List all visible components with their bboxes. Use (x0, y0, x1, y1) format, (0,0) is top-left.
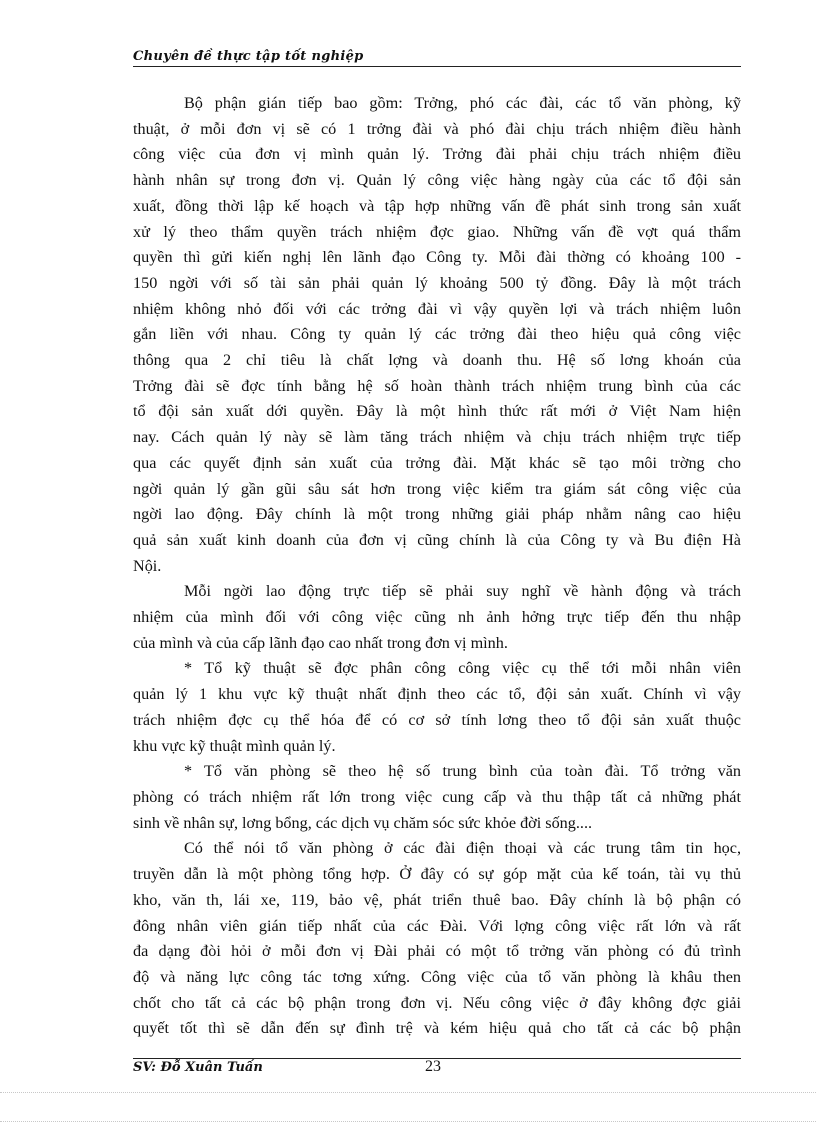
text-line: khu vực kỹ thuật mình quản lý. (133, 736, 336, 755)
text-line: * Tổ văn phòng sẽ theo hệ số trung bình của toàn đài. Tổ trởng văn (184, 762, 741, 781)
text-line: tổ đội sản xuất dới quyền. Đây là một hình thức rất mới ở Việt Nam hiện (133, 402, 741, 421)
text-line: quản lý 1 khu vực kỹ thuật nhất định theo các tổ, đội sản xuất. Chính vì vậy (133, 685, 741, 704)
text-line: trách nhiệm đợc cụ thể hóa để có cơ sở tính lơng theo tổ đội sản xuất thuộc (133, 710, 741, 729)
text-line: truyền dẫn là một phòng tổng hợp. Ở đây có sự góp mặt của kế toán, tài vụ thủ (133, 865, 741, 884)
text-line: quyết tốt thì sẽ dẫn đến sự đình trệ và kém hiệu quả cho tất cả các bộ phận (133, 1019, 741, 1038)
text-line: quả sản xuất kinh doanh của đơn vị cũng chính là của Công ty và Bu điện Hà (133, 530, 741, 549)
text-line: Mỗi ngời lao động trực tiếp sẽ phải suy nghĩ về hành động và trách (184, 582, 741, 601)
text-line: Nội. (133, 556, 162, 575)
text-line: thuật, ở mỗi đơn vị sẽ có 1 trởng đài và phó đài chịu trách nhiệm điều hành (133, 119, 741, 138)
text-line: công việc của đơn vị mình quản lý. Trởng đài phải chịu trách nhiệm điều (133, 145, 741, 164)
text-line: ngời lao động. Đây chính là một trong những giải pháp nhằm nâng cao hiệu (133, 505, 741, 524)
text-line: đa dạng đòi hỏi ở mỗi đơn vị Đài phải có một tổ trởng văn phòng có đủ trình (133, 942, 741, 961)
text-line: chốt cho tất cả các bộ phận trong đơn vị. Nếu công việc ở đây không đợc giải (133, 993, 741, 1012)
page-number: 23 (425, 1058, 441, 1075)
text-line: Trởng đài sẽ đợc tính bằng hệ số hoàn thành trách nhiệm trung bình của các (133, 376, 741, 395)
text-line: thông qua 2 chỉ tiêu là chất lợng và doanh thu. Hệ số lơng khoán của (133, 351, 741, 370)
text-line: qua các quyết định sản xuất của trởng đài. Mặt khác sẽ tạo môi trờng cho (133, 453, 741, 472)
body-text (133, 91, 741, 1042)
text-line: nhiệm không nhỏ đối với các trởng đài vì vậy quyền lợi và trách nhiệm luôn (133, 299, 741, 318)
text-line: kho, văn th, lái xe, 119, bảo vệ, phát triển thuê bao. Đây chính là bộ phận có (133, 890, 741, 909)
text-line: nhiệm của mình đối với công việc cũng nh ảnh hởng trực tiếp đến thu nhập (133, 608, 741, 627)
text-line: phòng có trách nhiệm rất lớn trong việc cung cấp và thu thập tất cả những phát (133, 787, 741, 806)
text-line: Bộ phận gián tiếp bao gồm: Trởng, phó các đài, các tổ văn phòng, kỹ (184, 94, 741, 112)
text-line: Có thể nói tổ văn phòng ở các đài điện thoại và các trung tâm tin học, (184, 839, 741, 858)
footer-author: SV: Đỗ Xuân Tuấn (133, 1060, 263, 1075)
text-line: xuất, đồng thời lập kế hoạch và tập hợp những vấn đề phát sinh trong sản xuất (133, 196, 741, 215)
text-line: nay. Cách quản lý này sẽ làm tăng trách nhiệm và chịu trách nhiệm trực tiếp (133, 428, 741, 447)
text-line: quyền thì gửi kiến nghị lên lãnh đạo Công ty. Mỗi đài thờng có khoảng 100 - (133, 248, 741, 267)
header-rule (133, 66, 741, 67)
text-line: gắn liền với nhau. Công ty quản lý các trởng đài theo hiệu quả công việc (133, 325, 741, 344)
page-border-dotted (0, 1121, 816, 1122)
text-line: hành nhân sự trong đơn vị. Quản lý công việc hàng ngày của các tổ đội sản (133, 171, 741, 190)
text-line: độ và năng lực công tác tơng xứng. Công việc của tổ văn phòng là khâu then (133, 967, 741, 986)
page-border-dotted (0, 1092, 816, 1093)
text-line: của mình và của cấp lãnh đạo cao nhất trong đơn vị mình. (133, 633, 508, 652)
header-title: Chuyên đề thực tập tốt nghiệp (133, 49, 364, 64)
text-line: * Tổ kỹ thuật sẽ đợc phân công công việc cụ thể tới mỗi nhân viên (184, 659, 741, 678)
text-line: 150 ngời với số tài sản phải quản lý khoảng 500 tỷ đồng. Đây là một trách (133, 273, 741, 292)
text-line: ngời quản lý gần gũi sâu sát hơn trong việc kiểm tra giám sát công việc của (133, 479, 741, 498)
text-line: đông nhân viên gián tiếp nhất của các Đài. Với lợng công việc rất lớn và rất (133, 916, 741, 935)
text-line: xử lý theo thẩm quyền trách nhiệm đợc giao. Những vấn đề vợt quá thẩm (133, 222, 741, 241)
text-line: sinh về nhân sự, lơng bổng, các dịch vụ chăm sóc sức khỏe đời sống.... (133, 813, 593, 832)
